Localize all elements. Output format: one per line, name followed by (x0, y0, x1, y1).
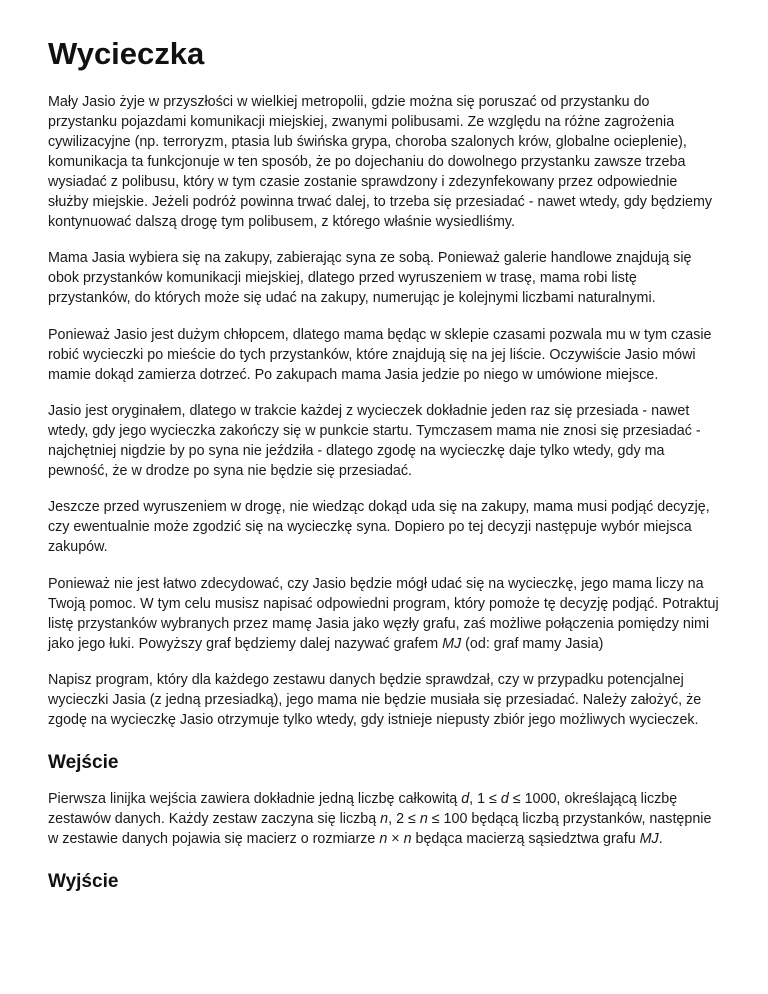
paragraph-decision: Jeszcze przed wyruszeniem w drogę, nie wiedząc dokąd uda się na zakupy, mama musi podjąć decyzję, czy ewentualnie może zgodzić się na wycieczkę syna. Dopiero po tej decyzji następuje wybór miejsca zakupów. (48, 499, 710, 556)
graph-text: Ponieważ nie jest łatwo zdecydować, czy Jasio będzie mógł udać się na wycieczkę, jego mama liczy na Twoją pomoc. W tym celu musisz napisać odpowiedni program, który pomoże tę decyzję podjąć. Potraktuj listę przystanków wybranych przez mamę Jasia jako węzły grafu, zaś możliwe połączenia pomiędzy nimi jako jego łuki. Powyższy graf będziemy dalej nazywać grafem (48, 575, 719, 652)
var-n: n (419, 811, 428, 828)
var-d: d (461, 790, 470, 807)
input-heading: Wejście (48, 752, 119, 774)
input-text-8: . (658, 831, 663, 848)
graph-tail: (od: graf mamy Jasia) (461, 635, 604, 652)
input-text-5: ≤ 100 będącą liczbą przystanków, następnie w zestawie danych pojawia się macierz o rozmiarze (48, 811, 712, 848)
input-paragraph (48, 789, 720, 849)
paragraph-task: Napisz program, który dla każdego zestawu danych będzie sprawdzał, czy w przypadku potencjalnej wycieczki Jasia (z jedną przesiadką), jego mama nie będzie musiała się przesiadać. Należy założyć, że zgodę na wycieczkę Jasio otrzymuje tylko wtedy, gdy istnieje niepusty zbiór jego możliwych wycieczek. (48, 671, 702, 729)
input-text-4: , 2 ≤ (388, 811, 420, 828)
output-heading: Wyjście (48, 871, 119, 893)
paragraph-transfer: Jasio jest oryginałem, dlatego w trakcie każdej z wycieczek dokładnie jeden raz się przesiada - nawet wtedy, gdy jego wycieczka zakończy się w punkcie startu. Tymczasem mama nie znosi się przesiadać - najchętniej nigdzie by po syna nie jeździła - dlatego zgodę na wycieczkę daje tylko wtedy, gdy ma pewność, że w drodze po syna nie będzie się przesiadać. (48, 402, 701, 480)
input-text-1: Pierwsza linijka wejścia zawiera dokładnie jedną liczbę całkowitą (48, 790, 462, 807)
input-text-3: ≤ 1000, określającą liczbę zestawów danych. Każdy zestaw zaczyna się liczbą (48, 790, 678, 828)
input-text-2: , 1 ≤ (469, 790, 501, 807)
page-title: Wycieczka (48, 36, 205, 71)
paragraph-intro: Mały Jasio żyje w przyszłości w wielkiej metropolii, gdzie można się poruszać od przystanku do przystanku pojazdami komunikacji miejskiej, zwanymi polibusami. Ze względu na różne zagrożenia cywilizacyjne (np. terroryzm, ptasia lub świńska grypa, choroba szalonych krów, globalne ocieplenie), komunikacja ta funkcjonuje w ten sposób, że po dojechaniu do dowolnego przystanku zawsze trzeba wysiadać z polibusu, który w tym czasie zostanie sprawdzony i zdezynfekowany przez odpowiednie służby miejskie. Jeżeli podróż powinna trwać dalej, to trzeba się przesiadać - nawet wtedy, gdy będziemy kontynuować dalszą drogę tym polibusem, z którego właśnie wysiedliśmy. (48, 93, 713, 231)
var-d: d (500, 790, 509, 807)
var-n: n (379, 831, 388, 848)
graph-name: MJ (442, 635, 462, 652)
paragraph-trips: Ponieważ Jasio jest dużym chłopcem, dlatego mama będąc w sklepie czasami pozwala mu w tym czasie robić wycieczki po mieście do tych przystanków, które znajdują się na jej liście. Oczywiście Jasio mówi mamie dokąd zamierza dotrzeć. Po zakupach mama Jasia jedzie po niego w umówione miejsce. (48, 326, 712, 383)
var-n: n (380, 811, 389, 828)
paragraph-graph (48, 574, 720, 654)
input-text-6: × (387, 831, 404, 848)
var-n: n (403, 831, 412, 848)
graph-name: MJ (639, 831, 659, 848)
input-text-7: będąca macierzą sąsiedztwa grafu (411, 831, 640, 848)
paragraph-shopping: Mama Jasia wybiera się na zakupy, zabierając syna ze sobą. Ponieważ galerie handlowe znajdują się obok przystanków komunikacji miejskiej, dlatego przed wyruszeniem w trasę, mama robi listę przystanków, do których może się udać na zakupy, numerując je kolejnymi liczbami naturalnymi. (48, 250, 692, 307)
